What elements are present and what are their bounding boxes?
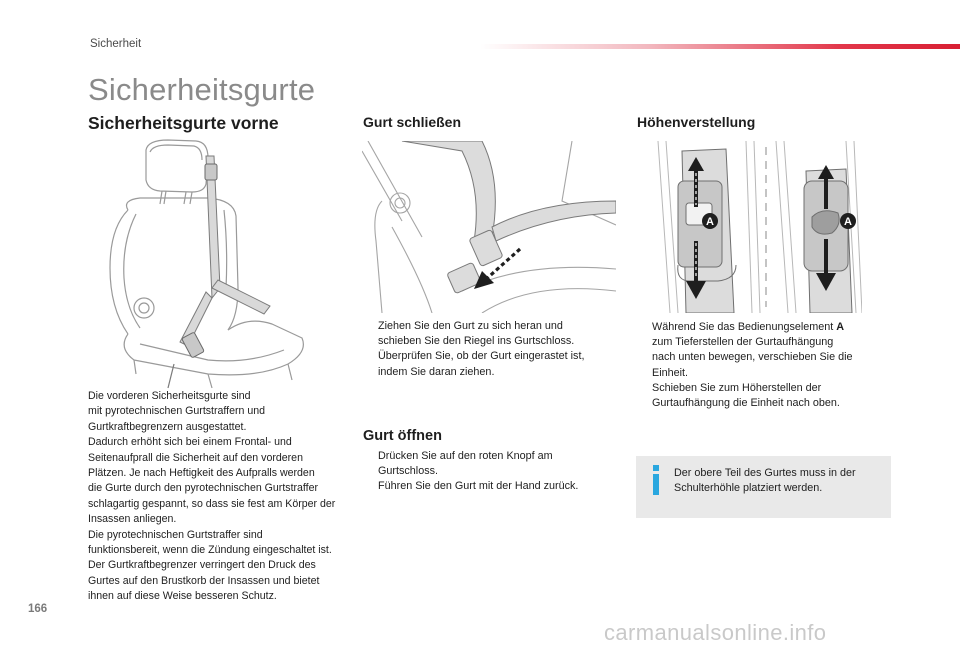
bullet-line: Einheit. — [652, 366, 689, 379]
label-a: A — [844, 216, 852, 228]
control-label-a: A — [836, 321, 845, 333]
heading-height-adjustment: Höhenverstellung — [637, 114, 756, 130]
info-text — [674, 466, 884, 497]
fasten-belt-illustration — [362, 141, 616, 313]
paragraph-line: funktionsbereit, wenn die Zündung eingeschaltet ist. — [88, 544, 332, 557]
paragraph-line: Gurtkraftbegrenzern ausgestattet. — [88, 420, 247, 433]
list-item — [363, 479, 621, 494]
bullet-line: Drücken Sie auf den roten Knopf am — [378, 450, 553, 462]
paragraph-line: die Gurte durch den pyrotechnischen Gurtstraffer — [88, 482, 319, 495]
bullet-text: Während Sie das Bedienungselement — [652, 321, 837, 333]
paragraph-line: Die vorderen Sicherheitsgurte sind — [88, 390, 251, 402]
heading-front-belts: Sicherheitsgurte vorne — [88, 113, 279, 133]
paragraph-line: Gurtes auf den Brustkorb der Insassen und bietet — [88, 574, 320, 587]
bullet-line: Führen Sie den Gurt mit der Hand zurück. — [378, 480, 579, 493]
info-line: Der obere Teil des Gurtes muss in der — [674, 467, 856, 479]
label-a: A — [706, 216, 714, 228]
height-adjustment-illustration — [656, 141, 862, 313]
list-item — [363, 319, 621, 349]
paragraph-line: ihnen auf diese Weise besseren Schutz. — [88, 590, 277, 603]
paragraph-line: schlagartig gespannt, so dass sie fest am Körper der — [88, 497, 336, 510]
fasten-instructions — [363, 319, 621, 380]
heading-unfasten-belt: Gurt öffnen — [363, 428, 442, 444]
heading-fasten-belt: Gurt schließen — [363, 114, 462, 130]
info-icon — [648, 465, 664, 495]
header-accent-bar — [480, 44, 960, 49]
list-item — [363, 449, 621, 479]
bullet-line: nach unten bewegen, verschieben Sie die — [652, 351, 853, 364]
seat-belt-illustration — [88, 138, 343, 390]
front-belts-paragraph — [88, 389, 353, 605]
page-title: Sicherheitsgurte — [88, 72, 316, 107]
bullet-line: schieben Sie den Riegel ins Gurtschloss. — [378, 335, 575, 348]
paragraph-line: Insassen anliegen. — [88, 513, 177, 526]
bullet-line: Gurtschloss. — [378, 465, 438, 478]
section-label: Sicherheit — [90, 38, 142, 50]
list-item — [637, 320, 895, 381]
info-box — [636, 456, 891, 518]
bullet-line: Schieben Sie zum Höherstellen der — [652, 381, 822, 394]
bullet-line: Gurtaufhängung die Einheit nach oben. — [652, 397, 840, 410]
bullet-line: Ziehen Sie den Gurt zu sich heran und — [378, 320, 563, 332]
paragraph-line: Plätzen. Je nach Heftigkeit des Aufpralls werden — [88, 467, 315, 480]
bullet-line — [652, 320, 895, 335]
paragraph-line: mit pyrotechnischen Gurtstraffern und — [88, 405, 266, 418]
list-item — [637, 381, 895, 411]
list-item — [363, 349, 621, 379]
bullet-line: Überprüfen Sie, ob der Gurt eingerastet ist, — [378, 350, 585, 363]
page-number: 166 — [28, 603, 48, 615]
paragraph-line: Seitenaufprall die Sicherheit auf den vorderen — [88, 451, 303, 464]
paragraph-line: Die pyrotechnischen Gurtstraffer sind — [88, 528, 263, 541]
unfasten-instructions — [363, 449, 621, 495]
info-line: Schulterhöhle platziert werden. — [674, 482, 823, 495]
paragraph-line: Dadurch erhöht sich bei einem Frontal- und — [88, 436, 292, 449]
watermark: carmanualsonline.info — [604, 620, 827, 645]
paragraph-line: Der Gurtkraftbegrenzer verringert den Druck des — [88, 559, 316, 572]
bullet-line: indem Sie daran ziehen. — [378, 365, 495, 378]
bullet-line: zum Tieferstellen der Gurtaufhängung — [652, 336, 834, 349]
height-instructions — [637, 320, 895, 411]
